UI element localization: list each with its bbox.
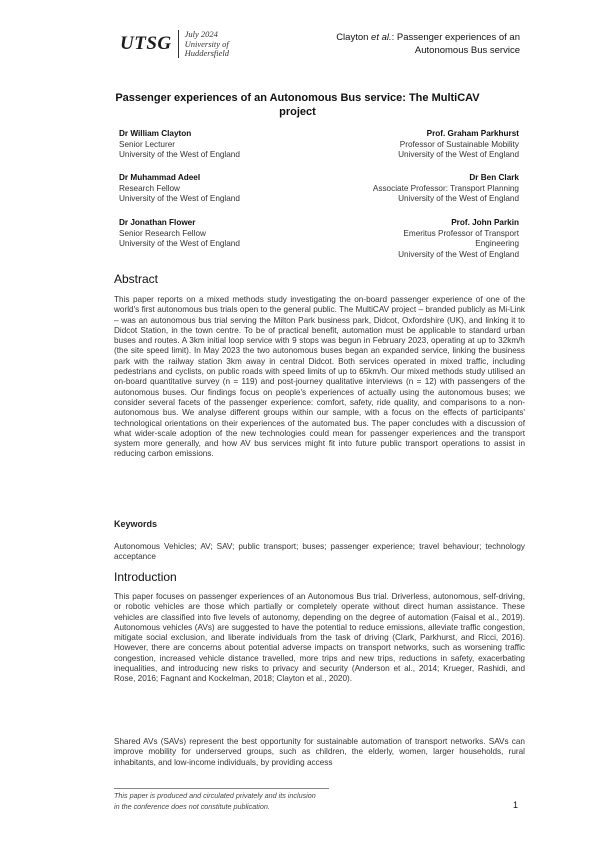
footer-note-line2: in the conference does not constitute publication. — [114, 802, 270, 811]
author-affiliation: University of the West of England — [119, 150, 240, 159]
author-role: Senior Research Fellow — [119, 228, 206, 238]
footer-note — [114, 790, 374, 812]
author-name: Prof. Graham Parkhurst — [426, 129, 519, 138]
paper-title-line2: project — [279, 105, 316, 118]
author-role: Professor of Sustainable Mobility — [399, 139, 519, 149]
author-name: Dr William Clayton — [119, 129, 192, 138]
author-entry — [119, 173, 319, 205]
paper-title — [115, 92, 480, 119]
logo-university-line2: Huddersfield — [184, 48, 230, 58]
keywords-heading: Keywords — [114, 519, 158, 529]
author-name: Prof. John Parkin — [451, 218, 519, 227]
keywords-body: Autonomous Vehicles; AV; SAV; public transport; buses; passenger experience; travel behaviour; technology acceptance — [114, 542, 525, 562]
author-affiliation: University of the West of England — [119, 239, 240, 248]
abstract-heading: Abstract — [114, 272, 159, 286]
footer-note-line1: This paper is produced and circulated privately and its inclusion — [114, 791, 316, 800]
logo-university-line1: University of — [184, 38, 229, 49]
author-row — [119, 129, 519, 173]
author-entry — [119, 218, 319, 250]
running-title-etal: et al. — [371, 32, 392, 43]
author-row — [119, 173, 519, 218]
introduction-heading: Introduction — [114, 570, 177, 584]
author-affiliation: University of the West of England — [398, 194, 519, 203]
running-title-line2: Autonomous Bus service — [414, 44, 520, 56]
utsg-logo — [120, 30, 229, 59]
author-role-line1: Emeritus Professor of Transport — [403, 228, 519, 238]
logo-mark: UTSG — [120, 33, 172, 54]
author-affiliation: University of the West of England — [398, 150, 519, 159]
author-block — [119, 129, 519, 268]
author-row — [119, 218, 519, 268]
running-title-line1: : Passenger experiences of an — [391, 32, 520, 43]
author-entry — [319, 218, 519, 260]
running-title-author: Clayton — [336, 32, 369, 43]
author-role: Senior Lecturer — [119, 139, 175, 149]
running-title — [290, 32, 520, 57]
paper-title-line1: Passenger experiences of an Autonomous Bus service: The MultiCAV — [115, 92, 480, 104]
author-entry — [319, 129, 519, 161]
author-name: Dr Jonathan Flower — [119, 218, 196, 227]
logo-date: July 2024 — [184, 29, 218, 39]
introduction-paragraph-2: Shared AVs (SAVs) represent the best opportunity for sustainable automation of transport networks. SAVs can improve mobility for underserved groups, such as children, the elderly, women, larger households, rural inhabitants, and low-income individuals, by providing access — [114, 737, 525, 767]
logo-divider — [178, 30, 179, 58]
page-number: 1 — [513, 800, 519, 810]
logo-subtitle — [185, 30, 229, 59]
author-entry — [119, 129, 319, 161]
author-role-line2: Engineering — [475, 239, 519, 248]
author-affiliation: University of the West of England — [398, 249, 519, 259]
author-name: Dr Muhammad Adeel — [119, 173, 201, 182]
footer-divider — [114, 788, 329, 789]
author-role: Research Fellow — [119, 183, 180, 193]
author-role: Associate Professor: Transport Planning — [372, 183, 519, 193]
author-name: Dr Ben Clark — [469, 173, 519, 182]
abstract-body: This paper reports on a mixed methods study investigating the on-board passenger experience of one of the world's first autonomous bus trials open to the general public. The MultiCAV project – branded publicly as Mi-Link – was an autonomous bus trial serving the Milton Park business park, Didcot, Oxfordshire (UK), and linking it to Didcot Station, in the town centre. To be of practical benefit, automation must be applicable to standard urban buses and routes. A 3km initial loop service with 9 stops was begun in February 2023, operating at up to 32km/h (the site speed limit). In May 2023 the two autonomous buses began an expanded service, linking the business park with the railway station 3km away in central Didcot. Both services operated in mixed traffic, including pedestrians and cyclists, on public roads with speed limits of up to 65km/h. Our mixed methods study utilised an on-board quantitative survey (n = 119) and post-journey qualitative interviews (n = 12) with passengers of the autonomous buses. Our findings focus on people's experiences of actually using the autonomous buses; we consider several facets of the passenger experience: comfort, safety, ride quality, and comparisons to a non-autonomous bus. We analyse different groups within our sample, with a focus on the effects of participants' technological orientations on their experiences of the automated bus. The paper concludes with a discussion of what wider-scale adoption of the new technologies could mean for passenger experiences and the transport system more generally, and how AV bus services might fit into future public transport operations to assist in reducing carbon emissions. — [114, 295, 525, 459]
introduction-paragraph-1: This paper focuses on passenger experiences of an Autonomous Bus trial. Driverless, autonomous, self-driving, or robotic vehicles are those which partially or completely operate without direct human assistance. These vehicles are classified into five levels of autonomy, depending on the degree of automation (Faisal et al., 2019). Autonomous vehicles (AVs) are suggested to have the potential to reduce emissions, alleviate traffic congestion, mitigate social exclusion, and liberate individuals from the task of driving (Clark, Parkhurst, and Ricci, 2016). However, there are concerns about potential adverse impacts on transport networks, such as worsening traffic congestion, increased vehicle distance travelled, more trips and new trips, reductions in safety, exacerbating inequalities, and introducing new risks to privacy and security (Anderson et al., 2014; Krueger, Rashidi, and Rose, 2016; Fagnant and Kockelman, 2018; Clayton et al., 2020). — [114, 592, 525, 684]
author-entry — [319, 173, 519, 205]
author-affiliation: University of the West of England — [119, 194, 240, 203]
